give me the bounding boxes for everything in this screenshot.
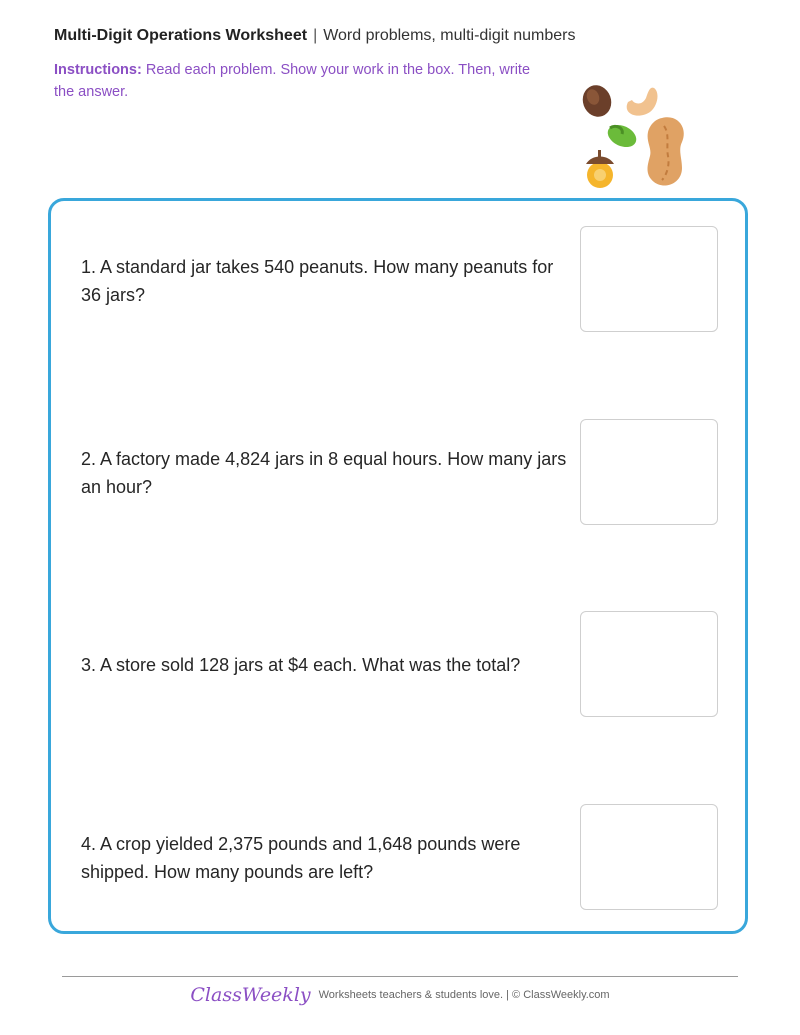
answer-box-3[interactable] [580, 611, 718, 717]
worksheet-title: Multi-Digit Operations Worksheet [54, 27, 308, 44]
brand-logo: ClassWeekly [190, 984, 311, 1006]
problem-2: 2. A factory made 4,824 jars in 8 equal hours. How many jars an hour? [81, 449, 567, 497]
footer-tagline: Worksheets teachers & students love. | © ClassWeekly.com [318, 989, 610, 1001]
instructions-label: Instructions: [54, 62, 142, 78]
footer-divider [62, 976, 738, 977]
header-separator: | [313, 27, 318, 44]
worksheet-subtitle: Word problems, multi-digit numbers [323, 27, 576, 44]
problem-1: 1. A standard jar takes 540 peanuts. How many peanuts for 36 jars? [81, 257, 554, 305]
problem-4: 4. A crop yielded 2,375 pounds and 1,648 pounds were shipped. How many pounds are left? [81, 834, 521, 882]
answer-box-4[interactable] [580, 804, 718, 910]
worksheet-header [54, 27, 575, 45]
footer [0, 984, 800, 1006]
answer-box-2[interactable] [580, 419, 718, 525]
answer-box-1[interactable] [580, 226, 718, 332]
problem-3: 3. A store sold 128 jars at $4 each. What was the total? [81, 655, 521, 675]
mixed-nuts-icon [578, 80, 693, 195]
instructions [54, 59, 534, 103]
instructions-text: Read each problem. Show your work in the box. Then, write the answer. [54, 62, 531, 100]
